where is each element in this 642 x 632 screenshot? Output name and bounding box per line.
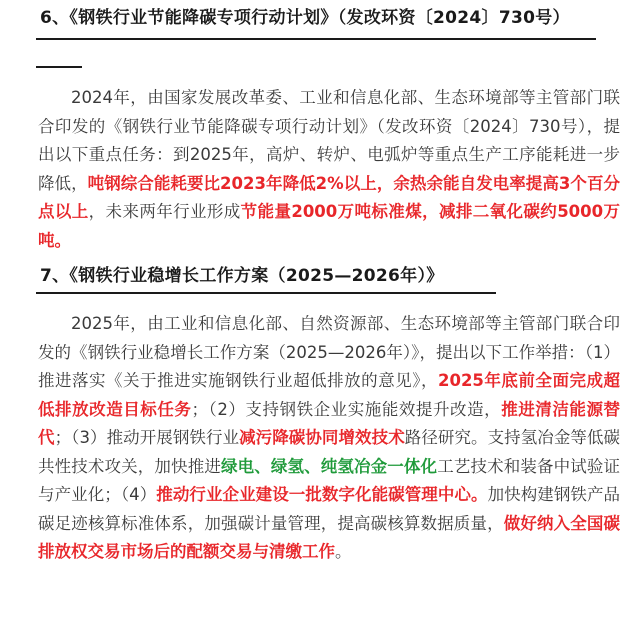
highlight-red: 推动行业企业建设一批数字化能碳管理中心。 bbox=[156, 485, 488, 504]
text-run: 加快构建钢铁产品碳足迹核算标准体系，加强碳计量管理，提高碳核算数据质量， bbox=[38, 485, 621, 533]
text-run: 2024年，由国家发展改革委、工业和信息化部、生态环境部等主管部门联合印发的《钢铁行业节能降碳专项行动计划》（发改环资〔2024〕730号），提出以下重点任务：到2025年，高炉、转炉、电弧炉等重点生产工序能耗进一步降低， bbox=[38, 88, 620, 193]
heading-underline bbox=[36, 38, 596, 40]
highlight-red: 2025年底前全面完成超低排放改造目标任务 bbox=[38, 371, 620, 419]
text-run: ；（2）支持钢铁企业实施能效提升改造， bbox=[191, 399, 502, 419]
section-heading-6: 6、《钢铁行业节能降碳专项行动计划》（发改环资〔2024〕730号） bbox=[40, 8, 570, 28]
text-run: 2025年，由工业和信息化部、自然资源部、生态环境部等主管部门联合印发的《钢铁行业稳增长工作方案（2025—2026年）》，提出以下工作举措：（1）推进落实《关于推进实施钢铁行业超低排放的意见》， bbox=[38, 314, 620, 390]
text-run: 。 bbox=[335, 542, 352, 561]
highlight-green: 绿电、绿氢、纯氢冶金一体化 bbox=[220, 456, 438, 476]
section-7-paragraph bbox=[38, 310, 620, 567]
highlight-red: 减污降碳协同增效技术 bbox=[239, 428, 405, 447]
text-run: ，未来两年行业形成 bbox=[88, 202, 241, 221]
highlight-red: 做好纳入全国碳排放权交易市场后的配额交易与清缴工作 bbox=[38, 513, 621, 561]
text-run: 路径研究。支持氢冶金等低碳共性技术攻关，加快推进 bbox=[38, 428, 621, 476]
text-run: 工艺技术和装备中试验证与产业化；（4） bbox=[38, 456, 621, 504]
heading-underline bbox=[36, 292, 496, 294]
highlight-red: 吨钢综合能耗要比2023年降低2%以上，余热余能自发电率提高3个百分点以上 bbox=[38, 173, 621, 221]
text-run: ；（3）推动开展钢铁行业 bbox=[54, 428, 240, 447]
highlight-red: 节能量2000万吨标准煤，减排二氧化碳约5000万吨。 bbox=[38, 202, 621, 250]
heading-underline bbox=[36, 66, 82, 68]
section-heading-7: 7、《钢铁行业稳增长工作方案（2025—2026年）》 bbox=[40, 266, 444, 286]
section-6-paragraph bbox=[38, 84, 620, 255]
highlight-red: 推进清洁能源替代 bbox=[38, 399, 621, 447]
